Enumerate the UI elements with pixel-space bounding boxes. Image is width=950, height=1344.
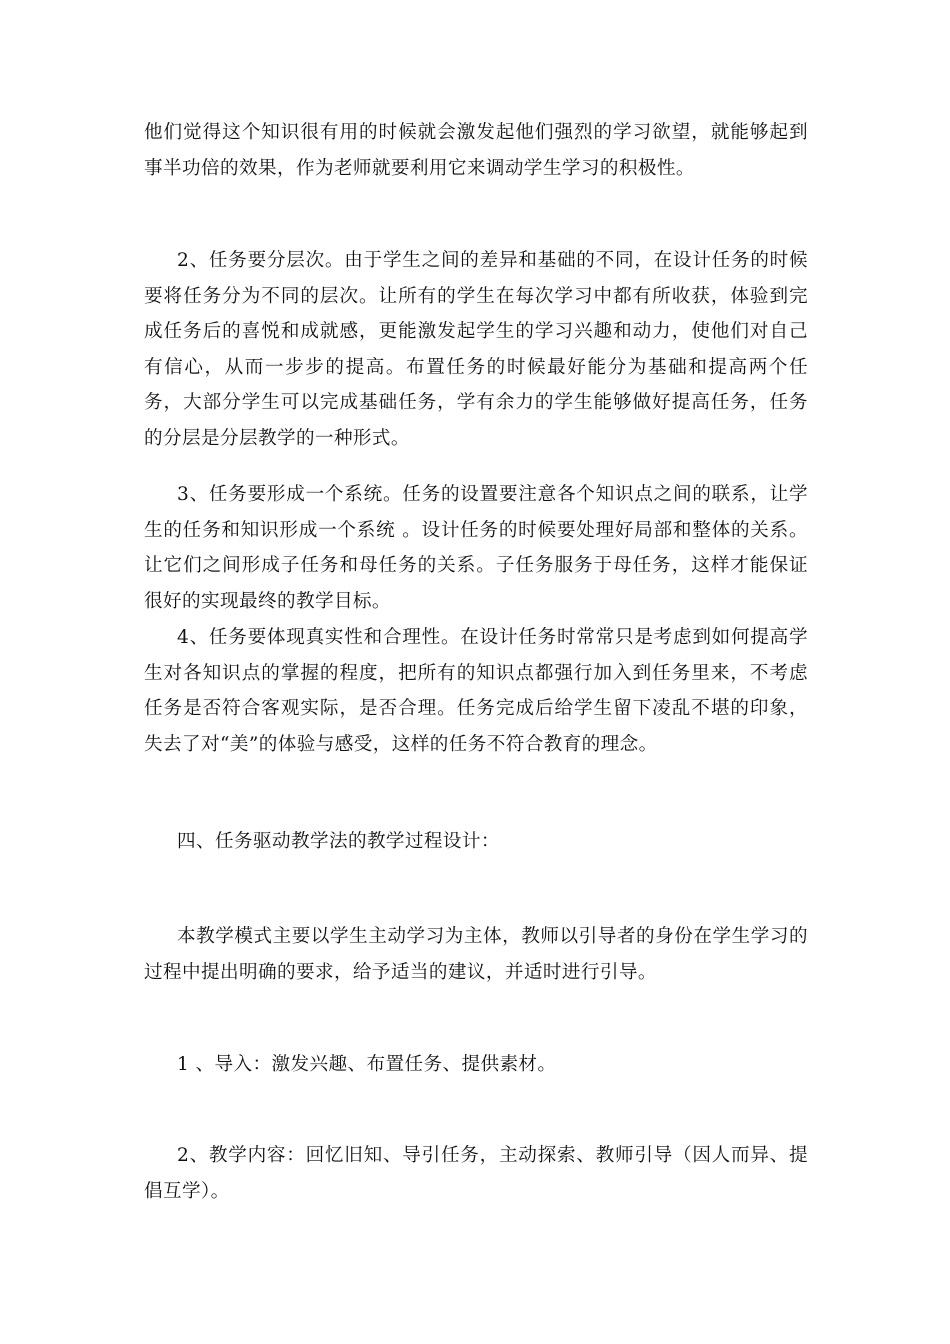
paragraph-task-levels: 2、任务要分层次。由于学生之间的差异和基础的不同，在设计任务的时候要将任务分为不同的层次。让所有的学生在每次学习中都有所收获，体验到完成任务后的喜悦和成就感，更能激发起学生的学习兴趣和动力，使他们对自己有信心，从而一步步的提高。布置任务的时候最好能分为基础和提高两个任务，大部分学生可以完成基础任务，学有余力的学生能够做好提高任务，任务的分层是分层教学的一种形式。 [144,250,808,449]
list-item-teaching-content: 2、教学内容：回忆旧知、导引任务，主动探索、教师引导（因人而异、提倡互学）。 [144,1145,808,1202]
paragraph-continuation: 他们觉得这个知识很有用的时候就会激发起他们强烈的学习欲望，就能够起到事半功倍的效果，作为老师就要利用它来调动学生学习的积极性。 [144,122,808,179]
section-heading-process-design: 四、任务驱动教学法的教学过程设计： [177,831,500,852]
paragraph-teaching-mode: 本教学模式主要以学生主动学习为主体，教师以引导者的身份在学生学习的过程中提出明确的要求，给予适当的建议，并适时进行引导。 [144,926,808,983]
list-item-introduction: 1 、导入：激发兴趣、布置任务、提供素材。 [177,1054,557,1075]
paragraph-task-authenticity: 4、任务要体现真实性和合理性。在设计任务时常常只是考虑到如何提高学生对各知识点的掌握的程度，把所有的知识点都强行加入到任务里来，不考虑任务是否符合客观实际，是否合理。任务完成后给学生留下凌乱不堪的印象，失去了对“美”的体验与感受，这样的任务不符合教育的理念。 [144,627,808,755]
paragraph-task-system: 3、任务要形成一个系统。任务的设置要注意各个知识点之间的联系，让学生的任务和知识形成一个系统 。设计任务的时候要处理好局部和整体的关系。让它们之间形成子任务和母任务的关系。子任务服务于母任务，这样才能保证很好的实现最终的教学目标。 [144,484,808,612]
